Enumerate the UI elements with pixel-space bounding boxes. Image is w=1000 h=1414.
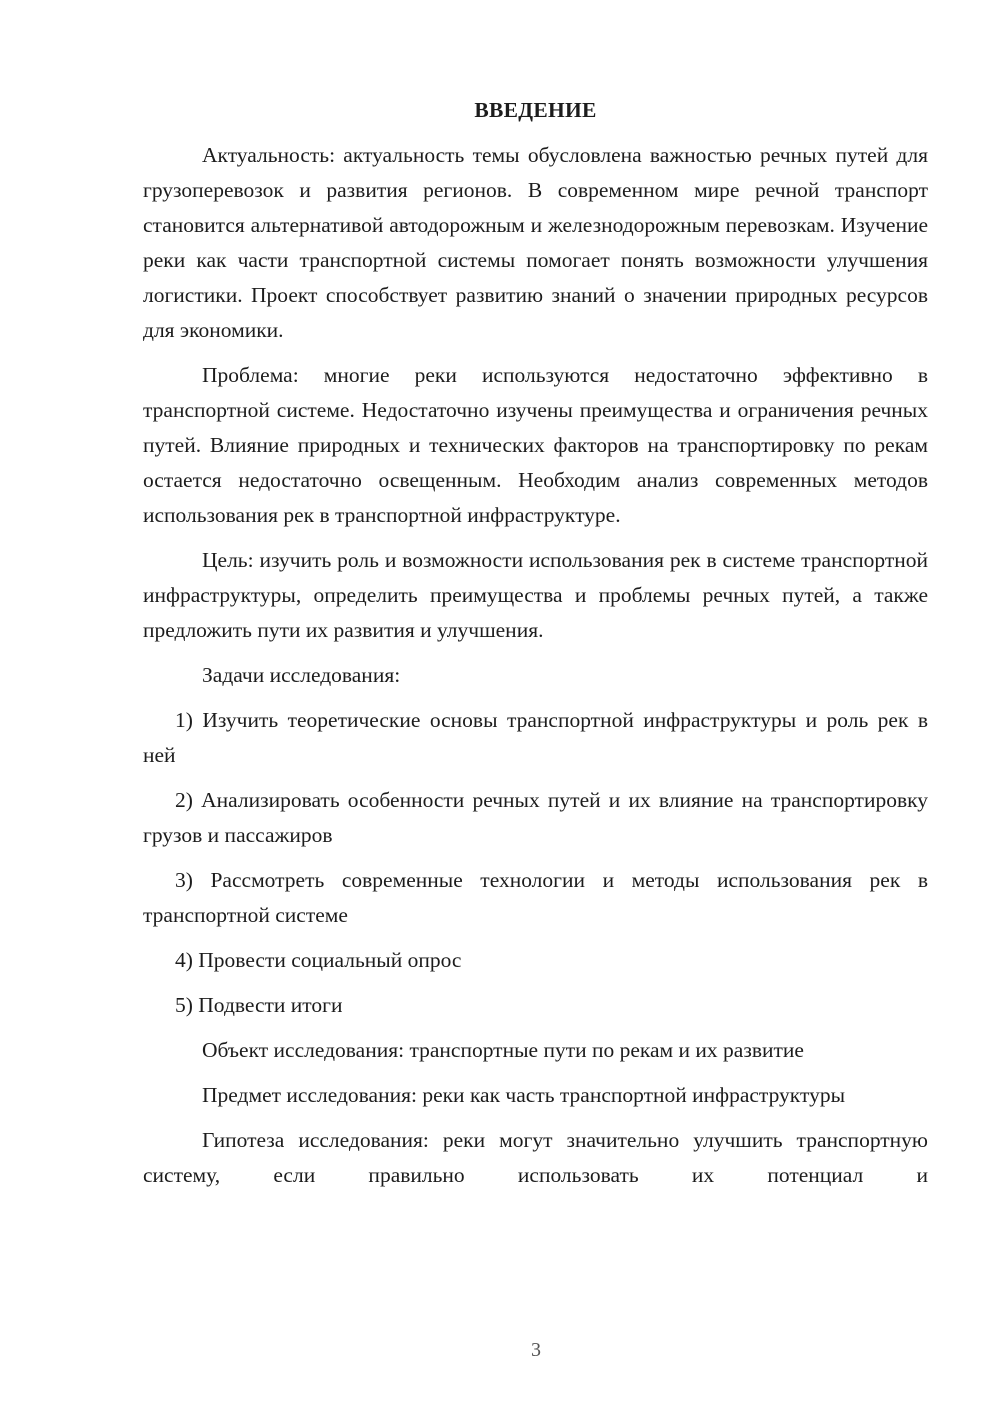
task-item-4: 4) Провести социальный опрос: [175, 948, 462, 972]
tasks-heading: Задачи исследования:: [202, 663, 401, 687]
hypothesis-paragraph: Гипотеза исследования: реки могут значительно улучшить транспортную систему, если правильно использовать их потенциал и: [143, 1128, 928, 1187]
problem-paragraph: Проблема: многие реки используются недостаточно эффективно в транспортной системе. Недостаточно изучены преимущества и ограничения речных путей. Влияние природных и технических факторов на транспортировку по рекам остается недостаточно освещенным. Необходим анализ современных методов использования рек в транспортной инфраструктуре.: [143, 363, 928, 527]
relevance-paragraph: Актуальность: актуальность темы обусловлена важностью речных путей для грузоперевозок и развития регионов. В современном мире речной транспорт становится альтернативой автодорожным и железнодорожным перевозкам. Изучение реки как части транспортной системы помогает понять возможности улучшения логистики. Проект способствует развитию знаний о значении природных ресурсов для экономики.: [143, 143, 928, 342]
section-title: ВВЕДЕНИЕ: [474, 98, 597, 122]
research-object-paragraph: Объект исследования: транспортные пути по рекам и их развитие: [202, 1038, 804, 1062]
page-content: [143, 93, 928, 1203]
goal-paragraph: Цель: изучить роль и возможности использования рек в системе транспортной инфраструктуры, определить преимущества и проблемы речных путей, а также предложить пути их развития и улучшения.: [143, 548, 928, 642]
research-subject-paragraph: Предмет исследования: реки как часть транспортной инфраструктуры: [202, 1083, 846, 1107]
task-item-1: 1) Изучить теоретические основы транспортной инфраструктуры и роль рек в ней: [143, 708, 928, 767]
page-number: 3: [531, 1339, 541, 1361]
task-item-3: 3) Рассмотреть современные технологии и методы использования рек в транспортной системе: [143, 868, 928, 927]
task-item-2: 2) Анализировать особенности речных путей и их влияние на транспортировку грузов и пассажиров: [143, 788, 928, 847]
task-item-5: 5) Подвести итоги: [175, 993, 343, 1017]
